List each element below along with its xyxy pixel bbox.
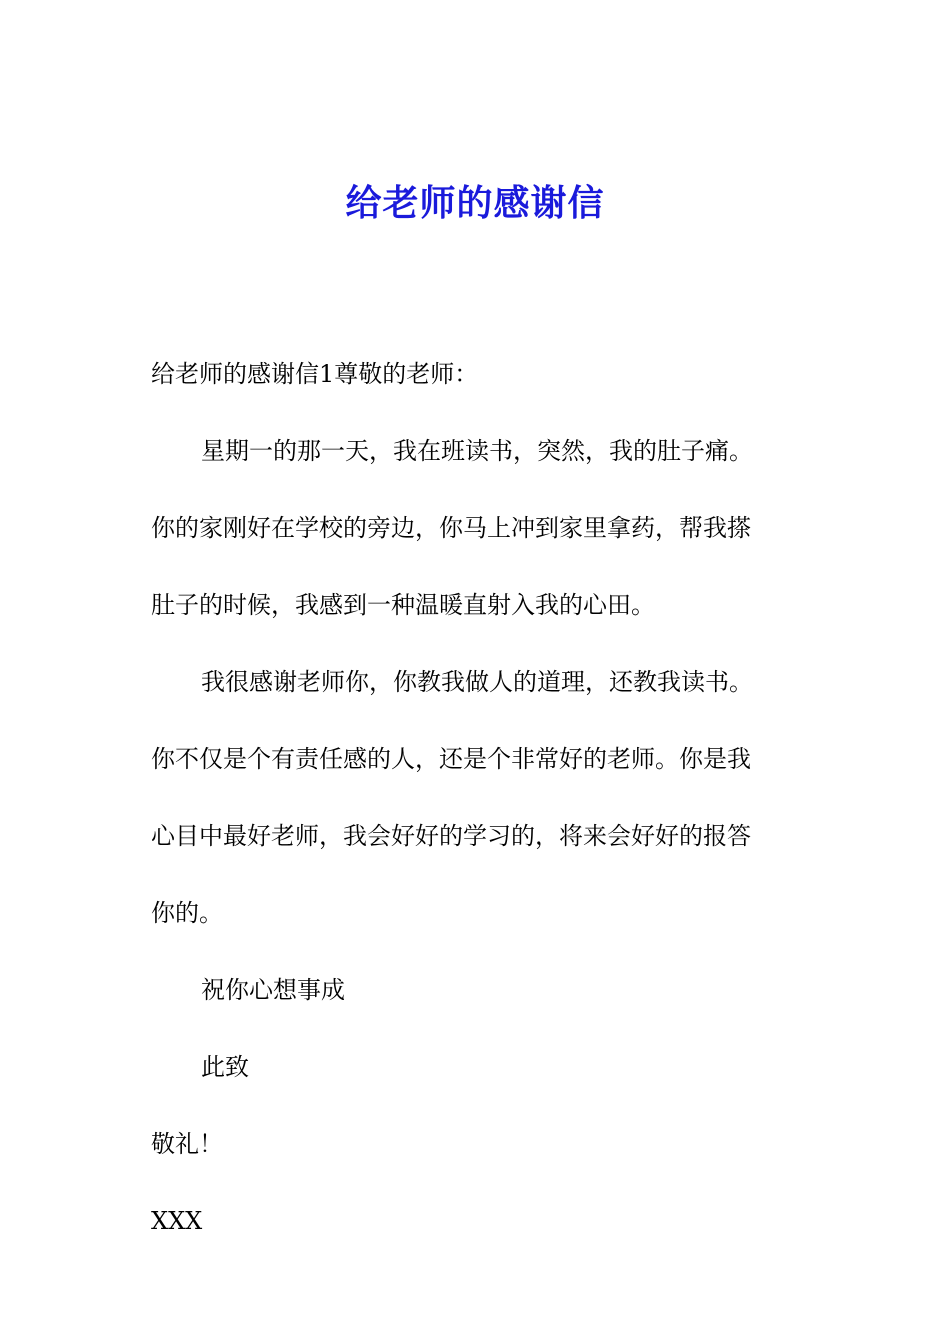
paragraph-line: 我很感谢老师你，你教我做人的道理，还教我读书。: [201, 668, 753, 696]
signature-line: XXX: [151, 1207, 203, 1235]
wish-line: 祝你心想事成: [201, 976, 345, 1004]
paragraph-line: 肚子的时候，我感到一种温暖直射入我的心田。: [151, 591, 655, 619]
closing-line: 此致: [201, 1053, 249, 1081]
paragraph-line: 你的家刚好在学校的旁边，你马上冲到家里拿药，帮我搽: [151, 514, 751, 542]
salutation-line: 给老师的感谢信1尊敬的老师：: [151, 360, 479, 388]
regards-line: 敬礼！: [151, 1130, 223, 1158]
document-title: 给老师的感谢信: [345, 182, 605, 224]
paragraph-line: 星期一的那一天，我在班读书，突然，我的肚子痛。: [201, 437, 753, 465]
paragraph-line: 你的。: [151, 899, 223, 927]
paragraph-line: 你不仅是个有责任感的人，还是个非常好的老师。你是我: [151, 745, 751, 773]
letter-body: [151, 336, 791, 1260]
paragraph-line: 心目中最好老师，我会好好的学习的，将来会好好的报答: [151, 822, 751, 850]
